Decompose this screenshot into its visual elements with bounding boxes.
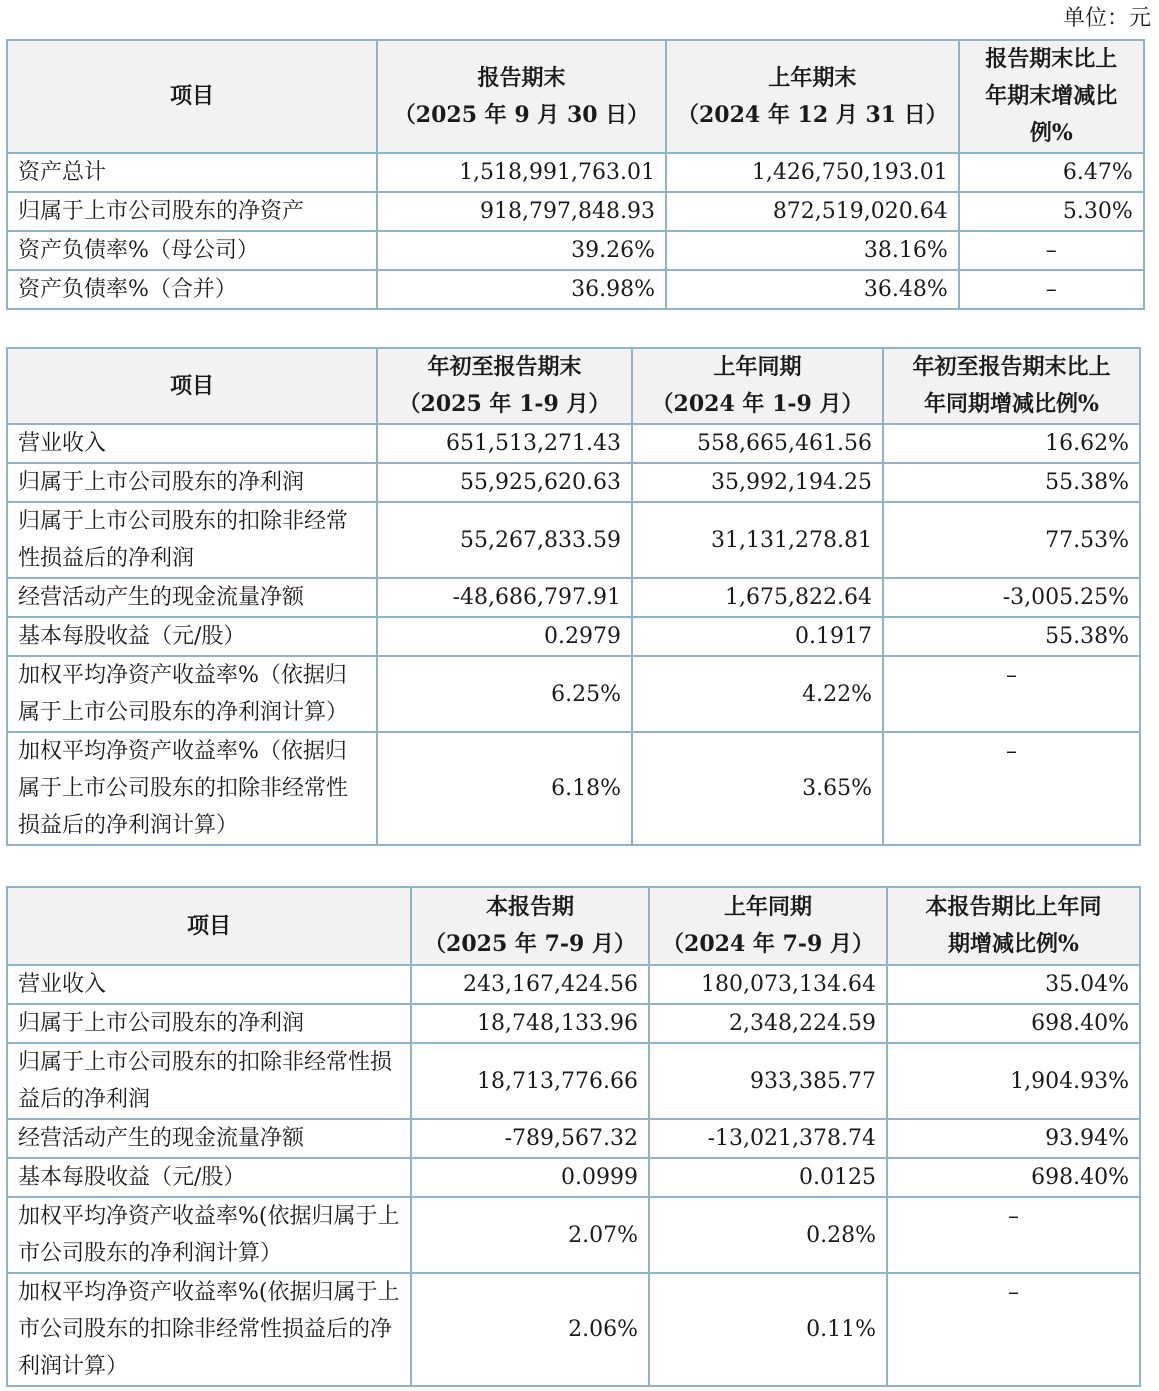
cell-value: 35.04%: [887, 965, 1140, 1004]
row-label: 加权平均净资产收益率%（依据归属于上市公司股东的扣除非经常性损益后的净利润计算）: [7, 732, 377, 845]
row-label: 基本每股收益（元/股）: [7, 1158, 411, 1197]
cell-value: 55,925,620.63: [377, 463, 632, 502]
row-label: 加权平均净资产收益率%（依据归属于上市公司股东的净利润计算）: [7, 656, 377, 732]
cell-value: 55,267,833.59: [377, 502, 632, 578]
cell-value: 36.48%: [666, 270, 959, 309]
cell-value: –: [883, 656, 1140, 732]
cell-value: 35,992,194.25: [632, 463, 883, 502]
cell-value: 77.53%: [883, 502, 1140, 578]
cell-value: 698.40%: [887, 1004, 1140, 1043]
cell-value: 558,665,461.56: [632, 424, 883, 463]
cell-value: 6.25%: [377, 656, 632, 732]
row-label: 归属于上市公司股东的净资产: [7, 192, 377, 231]
row-label: 归属于上市公司股东的净利润: [7, 463, 377, 502]
header-change-pct: 本报告期比上年同 期增减比例%: [887, 887, 1140, 965]
quarter-results-table: [6, 886, 1141, 1387]
row-label: 营业收入: [7, 424, 377, 463]
cell-value: 698.40%: [887, 1158, 1140, 1197]
table-row: [7, 1004, 1140, 1043]
cell-value: 918,797,848.93: [377, 192, 666, 231]
header-ytd: 年初至报告期末 （2025 年 1-9 月）: [377, 348, 632, 424]
cell-value: 55.38%: [883, 463, 1140, 502]
cell-value: 651,513,271.43: [377, 424, 632, 463]
cell-value: 36.98%: [377, 270, 666, 309]
cell-value: –: [883, 732, 1140, 845]
cell-value: 16.62%: [883, 424, 1140, 463]
cell-value: 38.16%: [666, 231, 959, 270]
row-label: 经营活动产生的现金流量净额: [7, 1119, 411, 1158]
cell-value: 3.65%: [632, 732, 883, 845]
table-row: [7, 1158, 1140, 1197]
row-label: 资产负债率%（合并）: [7, 270, 377, 309]
cell-value: 0.2979: [377, 617, 632, 656]
table-header-row: [7, 887, 1140, 965]
cell-value: 0.1917: [632, 617, 883, 656]
header-change-pct: 年初至报告期末比上 年同期增减比例%: [883, 348, 1140, 424]
cell-value: –: [959, 270, 1144, 309]
cell-value: 31,131,278.81: [632, 502, 883, 578]
cell-value: –: [887, 1197, 1140, 1273]
table-row: [7, 732, 1140, 845]
table-row: [7, 153, 1144, 192]
unit-label: 单位：元: [1062, 6, 1151, 31]
table-row: [7, 192, 1144, 231]
table-row: [7, 1043, 1140, 1119]
cell-value: 2.07%: [411, 1197, 649, 1273]
header-item: 项目: [7, 887, 411, 965]
cell-value: 243,167,424.56: [411, 965, 649, 1004]
row-label: 资产负债率%（母公司）: [7, 231, 377, 270]
table-row: [7, 231, 1144, 270]
cell-value: 180,073,134.64: [649, 965, 887, 1004]
row-label: 归属于上市公司股东的扣除非经常性损益后的净利润: [7, 1043, 411, 1119]
row-label: 资产总计: [7, 153, 377, 192]
header-item: 项目: [7, 348, 377, 424]
ytd-results-table: [6, 347, 1141, 846]
cell-value: 1,518,991,763.01: [377, 153, 666, 192]
cell-value: 2,348,224.59: [649, 1004, 887, 1043]
table-header-row: [7, 348, 1140, 424]
table-row: [7, 424, 1140, 463]
cell-value: –: [959, 231, 1144, 270]
table-row: [7, 1197, 1140, 1273]
table-header-row: [7, 40, 1144, 153]
table-row: [7, 656, 1140, 732]
cell-value: -48,686,797.91: [377, 578, 632, 617]
cell-value: –: [887, 1273, 1140, 1386]
table-row: [7, 1119, 1140, 1158]
cell-value: 6.18%: [377, 732, 632, 845]
row-label: 经营活动产生的现金流量净额: [7, 578, 377, 617]
header-change-pct: 报告期末比上 年期末增减比 例%: [959, 40, 1144, 153]
row-label: 基本每股收益（元/股）: [7, 617, 377, 656]
cell-value: 0.0999: [411, 1158, 649, 1197]
cell-value: 18,748,133.96: [411, 1004, 649, 1043]
cell-value: 0.0125: [649, 1158, 887, 1197]
cell-value: 4.22%: [632, 656, 883, 732]
cell-value: 93.94%: [887, 1119, 1140, 1158]
row-label: 加权平均净资产收益率%(依据归属于上市公司股东的净利润计算）: [7, 1197, 411, 1273]
row-label: 归属于上市公司股东的净利润: [7, 1004, 411, 1043]
cell-value: 18,713,776.66: [411, 1043, 649, 1119]
row-label: 营业收入: [7, 965, 411, 1004]
cell-value: 1,904.93%: [887, 1043, 1140, 1119]
table-row: [7, 1273, 1140, 1386]
cell-value: 39.26%: [377, 231, 666, 270]
header-prior-quarter: 上年同期 （2024 年 7-9 月）: [649, 887, 887, 965]
cell-value: 1,426,750,193.01: [666, 153, 959, 192]
cell-value: 0.28%: [649, 1197, 887, 1273]
cell-value: -13,021,378.74: [649, 1119, 887, 1158]
cell-value: 6.47%: [959, 153, 1144, 192]
header-item: 项目: [7, 40, 377, 153]
table-row: [7, 463, 1140, 502]
cell-value: 2.06%: [411, 1273, 649, 1386]
table-row: [7, 965, 1140, 1004]
header-prior-ytd: 上年同期 （2024 年 1-9 月）: [632, 348, 883, 424]
header-current-quarter: 本报告期 （2025 年 7-9 月）: [411, 887, 649, 965]
table-row: [7, 270, 1144, 309]
cell-value: 0.11%: [649, 1273, 887, 1386]
balance-summary-table: [6, 39, 1145, 310]
row-label: 加权平均净资产收益率%(依据归属于上市公司股东的扣除非经常性损益后的净利润计算）: [7, 1273, 411, 1386]
cell-value: 1,675,822.64: [632, 578, 883, 617]
cell-value: 5.30%: [959, 192, 1144, 231]
table-row: [7, 578, 1140, 617]
cell-value: -789,567.32: [411, 1119, 649, 1158]
cell-value: 933,385.77: [649, 1043, 887, 1119]
cell-value: 872,519,020.64: [666, 192, 959, 231]
header-period-end: 报告期末 （2025 年 9 月 30 日）: [377, 40, 666, 153]
table-row: [7, 617, 1140, 656]
row-label: 归属于上市公司股东的扣除非经常性损益后的净利润: [7, 502, 377, 578]
table-row: [7, 502, 1140, 578]
header-prior-year-end: 上年期末 （2024 年 12 月 31 日）: [666, 40, 959, 153]
cell-value: 55.38%: [883, 617, 1140, 656]
cell-value: -3,005.25%: [883, 578, 1140, 617]
